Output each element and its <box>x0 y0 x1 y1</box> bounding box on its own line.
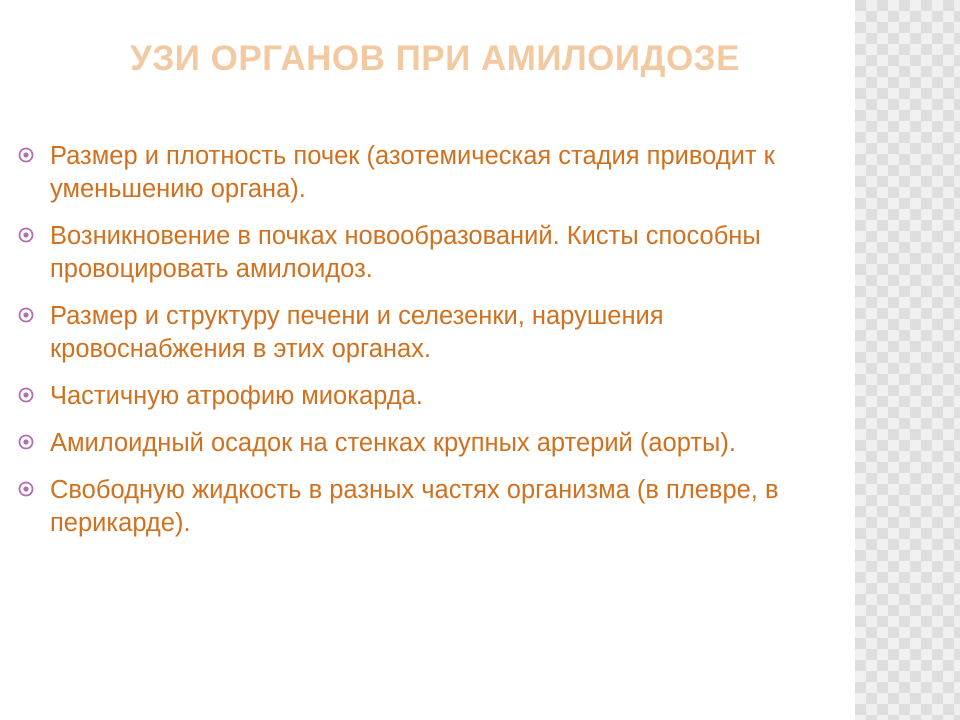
list-item-text: Размер и плотность почек (азотемическая стадия приводит к уменьшению органа). <box>50 142 775 203</box>
list-item-text: Частичную атрофию миокарда. <box>50 382 423 410</box>
ring-bullet-icon <box>18 387 34 403</box>
list-item <box>10 300 850 366</box>
list-item <box>10 220 850 286</box>
list-item <box>10 380 850 413</box>
list-item <box>10 474 850 540</box>
ring-bullet-icon <box>18 434 34 450</box>
page-title: УЗИ ОРГАНОВ ПРИ АМИЛОИДОЗЕ <box>130 39 740 78</box>
list-item-text: Свободную жидкость в разных частях организма (в плевре, в перикарде). <box>50 476 779 537</box>
ring-bullet-icon <box>18 307 34 323</box>
list-item-text: Размер и структуру печени и селезенки, нарушения кровоснабжения в этих органах. <box>50 302 664 363</box>
list-item-text: Возникновение в почках новообразований. Кисты способны провоцировать амилоидоз. <box>50 222 761 283</box>
list-item <box>10 140 850 206</box>
list-item-text: Амилоидный осадок на стенках крупных артерий (аорты). <box>50 429 736 457</box>
ring-bullet-icon <box>18 481 34 497</box>
list-item <box>10 427 850 460</box>
bullet-list <box>10 140 850 540</box>
decorative-side-band <box>855 0 960 720</box>
ring-bullet-icon <box>18 227 34 243</box>
bullet-list-container <box>10 140 850 554</box>
ring-bullet-icon <box>18 147 34 163</box>
